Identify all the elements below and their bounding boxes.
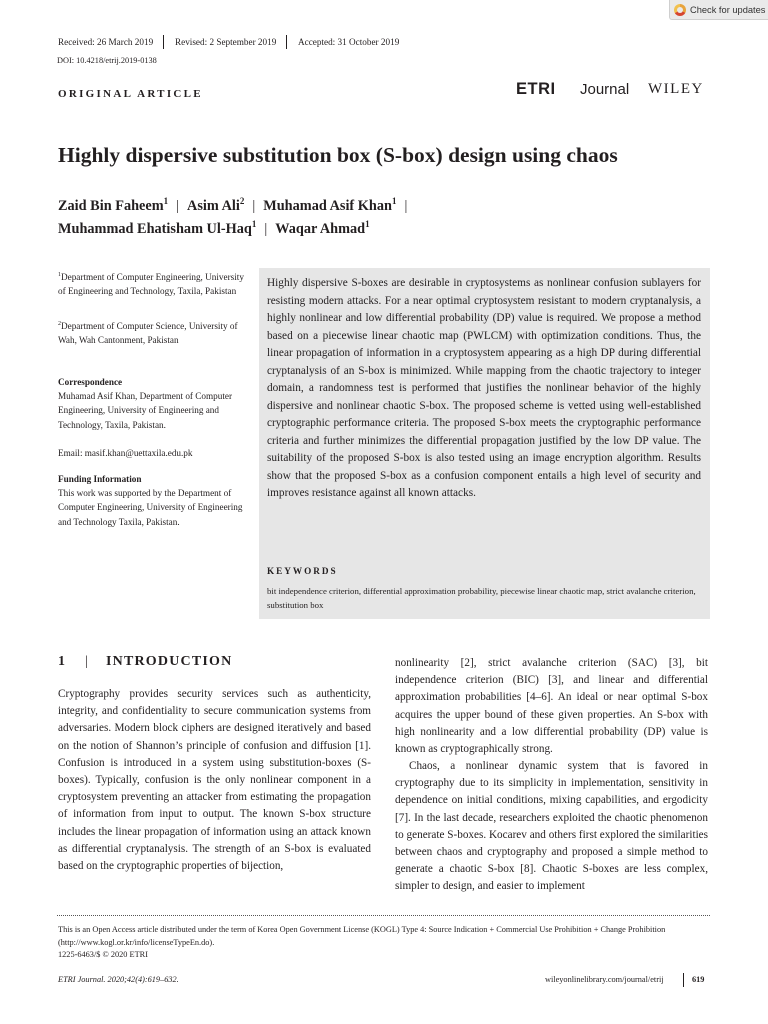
affiliation-2 [58,317,248,348]
funding-heading: Funding Information [58,474,142,484]
wiley-logo: WILEY [648,81,704,97]
section-divider: | [85,654,88,669]
footer-bar [683,973,684,987]
body-paragraph: Chaos, a nonlinear dynamic system that is favored in cryptography due to its simplicity in implementation, sensitivity in dependence on initial conditions, mixing capabilities, and ergodicity [7]. In the last decade, researchers exploited the chaotic phenomenon to generate S-boxes. Kocarev and others first explored the similarities between chaos and cryptography and proposed a simple method to generate a chaotic S-box [8]. Chaotic S-boxes are less complex, simpler to design, and easier to implement [395,760,708,893]
author-name: Zaid Bin Faheem [58,197,164,214]
keywords-heading: KEYWORDS [267,566,338,576]
affiliation-number: 2 [58,321,61,327]
affiliation-number: 1 [58,272,61,278]
author-name: Muhammad Ehatisham Ul-Haq [58,220,252,237]
date-divider [163,35,164,49]
affiliation-text: Department of Computer Engineering, University of Engineering and Technology, Taxila, Pakistan [58,272,244,297]
crossmark-icon [674,4,686,16]
affiliation-1 [58,268,248,299]
journal-url[interactable]: wileyonlinelibrary.com/journal/etrij [545,975,664,984]
section-number: 1 [58,654,65,669]
journal-citation [58,975,179,984]
check-for-updates-button[interactable] [669,0,768,20]
article-type: ORIGINAL ARTICLE [58,88,203,100]
author-affiliation-mark: 1 [163,196,169,206]
author-affiliation-mark: 1 [391,196,397,206]
author-line-2: Muhammad Ehatisham Ul-Haq$^1$ | Waqar Ahmad$^1$ [58,219,370,237]
page-number: 619 [692,975,705,984]
author-name: Waqar Ahmad [275,220,366,237]
author-name: Asim Ali [187,197,240,214]
footer-divider [57,915,710,916]
issn-copyright: 1225-6463/$ © 2020 ETRI [58,950,148,959]
author-line-1: Zaid Bin Faheem$^1$ | Asim Ali$^2$ | Muhamad Asif Khan$^1$ | [58,196,408,214]
body-paragraph: Cryptography provides security services such as authenticity, integrity, and confidentiality to secure communication systems from adversaries. Modern block ciphers are designed iteratively and based on the notion of Shannon’s principle of confusion and diffusion [1]. Confusion is introduced in a system using substitution-boxes (S-boxes). Typically, confusion is the only nonlinear component in a cryptosystem preventing an attacker from estimating the propagation of information from input to output. The known S-box structure includes the linear propagation of information using an attack known as differential cryptanalysis. The strength of an S-box is evaluated based on the cryptographic properties of bijection, [58,688,371,873]
journal-logo-word: Journal [580,81,630,98]
funding-text: This work was supported by the Department of Computer Engineering, University of Engineering and Technology Taxila, Pakistan. [58,488,243,527]
date-divider [286,35,287,49]
check-for-updates-label: Check for updates [690,4,766,15]
author-affiliation-mark: 1 [365,219,370,229]
doi: DOI: 10.4218/etrij.2019-0138 [57,56,157,65]
license-note: This is an Open Access article distributed under the term of Korea Open Government License (KOGL) Type 4: Source Indication + Commercial Use Prohibition + Change Prohibition (http://www.kogl.or.kr/info/licenseTypeEn.do). [58,925,666,948]
correspondence-email[interactable]: Email: masif.khan@uettaxila.edu.pk [58,448,193,458]
paper-title: Highly dispersive substitution box (S-box) design using chaos [58,143,618,167]
keywords-text: bit independence criterion, differential approximation probability, piecewise linear chaotic map, strict avalanche criterion, substitution box [267,586,696,610]
author-affiliation-mark: 1 [251,219,257,229]
author-affiliation-mark: 2 [239,196,245,206]
correspondence-heading: Correspondence [58,377,123,387]
author-name: Muhamad Asif Khan [263,197,392,214]
correspondence-text: Muhamad Asif Khan, Department of Computer Engineering, University of Engineering and Technology, Taxila, Pakistan. [58,391,233,430]
affiliation-text: Department of Computer Science, University of Wah, Wah Cantonment, Pakistan [58,321,238,346]
body-paragraph: nonlinearity [2], strict avalanche criterion (SAC) [3], bit independence criterion (BIC) [3], and linear and differential approximation probabilities [4–6]. An ideal or near optimal S-box acquires the upper bound of these given properties. An S-box with high nonlinearity and a low differential probability (DP) value is known as cryptographically strong. [395,657,708,756]
section-title: INTRODUCTION [106,654,233,669]
revised-date: Revised: 2 September 2019 [175,37,277,47]
journal-citation-text: ETRI Journal. 2020;42(4):619–632. [58,975,179,984]
abstract-text: Highly dispersive S-boxes are desirable in cryptosystems as nonlinear confusion sublayers for resisting modern attacks. For a near optimal cryptosystem resistant to modern cryptanalysis, a highly nonlinear and low differential probability (DP) value is required. We propose a method based on a piecewise linear chaotic map (PWLCM) with optimization conditions. Thus, the linear propagation of information in a cryptosystem appearing as a high DP during differential cryptanalysis of an S-box is minimized. While mapping from the chaotic trajectory to integer domain, a randomness test is performed that justifies the nonlinear behavior of the highly dispersive and nonlinear chaotic S-box. The proposed scheme is vetted using well-established cryptographic performance criteria. The proposed S-box meets the cryptographic performance criteria and further minimizes the differential propagation justified by the low DP value. The suitability of the proposed S-box is also tested using an image encryption algorithm. Results show that the proposed S-box as a confusion component entails a high level of security and improves resistance against all known attacks. [267,277,701,499]
etri-logo: ETRI [516,80,556,98]
accepted-date: Accepted: 31 October 2019 [298,37,400,47]
received-date: Received: 26 March 2019 [58,37,154,47]
